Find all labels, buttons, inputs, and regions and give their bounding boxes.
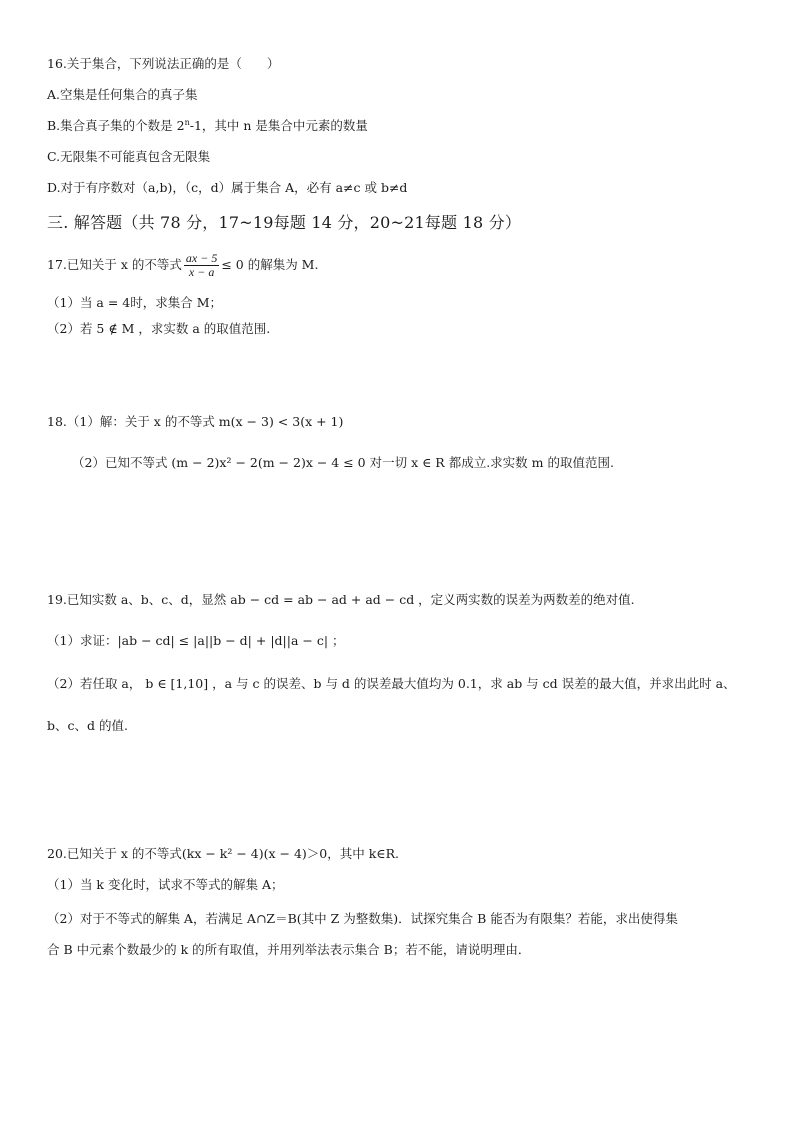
q17-fraction: $\frac{ax - 5}{x - a}$: [185, 251, 218, 279]
q20-stem: 20.已知关于 x 的不等式(kx − k² − 4)(x − 4)＞0，其中 k∈R.: [47, 846, 399, 861]
q20-part-1: （1）当 k 变化时，试求不等式的解集 A；: [47, 877, 284, 892]
q17-part-1: （1）当 a = 4时，求集合 M；: [47, 295, 223, 310]
section-heading: 三. 解答题（共 78 分，17~19每题 14 分，20~21每题 18 分）: [47, 213, 522, 232]
q20-part-2-line-2: 合 B 中元素个数最少的 k 的所有取值，并用列举法表示集合 B；若不能，请说明理由．: [47, 942, 531, 957]
q20-part-2-line-1: （2）对于不等式的解集 A，若满足 A∩Z＝B(其中 Z 为整数集)．试探究集合 B 能否为有限集？若能，求出使得集: [47, 911, 678, 926]
q16-option-c: C.无限集不可能真包含无限集: [47, 149, 211, 164]
q19-part-2-line-2: b、c、d 的值.: [47, 718, 128, 733]
q16-option-a: A.空集是任何集合的真子集: [47, 87, 198, 102]
q17-part-2: （2）若 5 ∉ M ，求实数 a 的取值范围.: [47, 321, 271, 336]
q16-option-d: D.对于有序数对（a,b)，（c，d）属于集合 A，必有 a≠c 或 b≠d: [47, 180, 408, 195]
q17-stem: 17.已知关于 x 的不等式 $\frac{ax - 5}{x - a}$ ≤ 0 的解集为 M.: [47, 251, 319, 279]
q19-part-1: （1）求证：|ab − cd| ≤ |a||b − d| + |d||a − c| ；: [47, 633, 345, 648]
q19-stem: 19.已知实数 a、b、c、d，显然 ab − cd = ab − ad + ad − cd ，定义两实数的误差为两数差的绝对值.: [47, 592, 635, 607]
q16-option-b: B.集合真子集的个数是 2$^n$-1，其中 n 是集合中元素的数量: [47, 117, 368, 133]
q18-part-1: 18.（1）解：关于 x 的不等式 m(x − 3) < 3(x + 1): [47, 414, 344, 429]
q16-stem: 16.关于集合，下列说法正确的是（ ）: [47, 56, 280, 71]
q18-part-2: （2）已知不等式 (m − 2)x² − 2(m − 2)x − 4 ≤ 0 对一切 x ∈ R 都成立.求实数 m 的取值范围.: [72, 455, 614, 470]
q19-part-2-line-1: （2）若任取 a， b ∈ [1,10] ，a 与 c 的误差、b 与 d 的误差最大值均为 0.1，求 ab 与 cd 误差的最大值，并求出此时 a、: [47, 676, 736, 691]
